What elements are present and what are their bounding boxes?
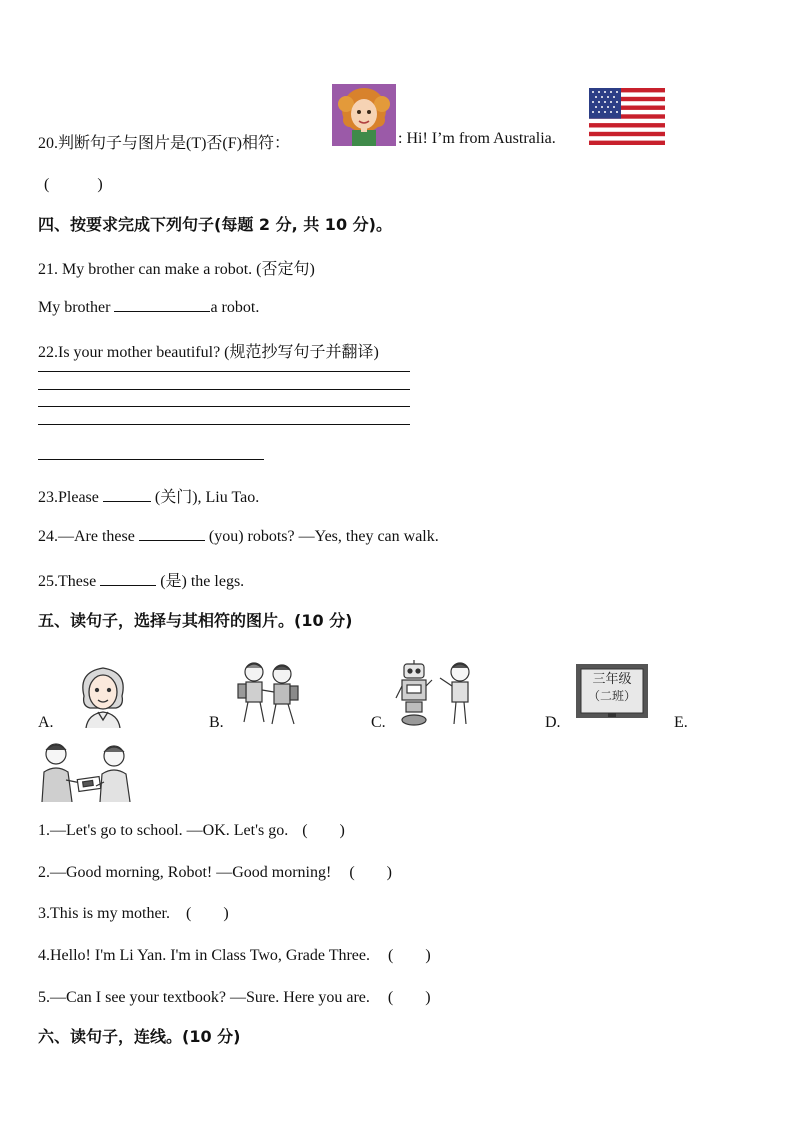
- s5-sentence-1: [38, 817, 345, 840]
- s5-sentence-3-text: 3.This is my mother.: [38, 905, 170, 922]
- s5-sentence-3-paren[interactable]: ( ): [186, 905, 229, 922]
- option-a-label: A.: [38, 714, 54, 731]
- girl-portrait-image: [332, 84, 396, 146]
- q21-answer-end: a robot.: [210, 299, 260, 316]
- s5-sentence-3: [38, 900, 229, 923]
- s5-sentence-5: [38, 984, 431, 1007]
- q24-start: 24.—Are these: [38, 528, 135, 545]
- handing-textbook-image: [38, 740, 134, 802]
- q24-line: [38, 526, 439, 546]
- option-e-label: E.: [674, 714, 688, 731]
- q20-answer-paren[interactable]: ( ): [44, 176, 103, 193]
- q22-writing-line-2[interactable]: [38, 389, 410, 390]
- q25-line: [38, 568, 244, 591]
- q24-end: (you) robots? —Yes, they can walk.: [208, 528, 439, 545]
- mother-image: [72, 662, 134, 728]
- s5-sentence-2: [38, 859, 392, 882]
- section5-heading: 五、读句子，选择与其相符的图片。(10 分): [38, 611, 353, 630]
- q24-blank[interactable]: [139, 526, 205, 541]
- us-flag-image: [589, 88, 665, 145]
- s5-sentence-4: [38, 942, 431, 965]
- q22-writing-line-3[interactable]: [38, 406, 410, 407]
- q20-line: [38, 130, 290, 153]
- q25-blank[interactable]: [100, 571, 156, 586]
- section6-heading: 六、读句子，连线。(10 分): [38, 1027, 241, 1046]
- q23-blank[interactable]: [103, 487, 151, 502]
- q21-blank[interactable]: [114, 297, 210, 312]
- q22-prompt: 22.Is your mother beautiful? (规范抄写句子并翻译): [38, 344, 379, 361]
- section4-heading: 四、按要求完成下列句子(每题 2 分, 共 10 分)。: [38, 215, 392, 234]
- s5-sentence-4-text: 4.Hello! I'm Li Yan. I'm in Class Two, Grade Three.: [38, 947, 371, 964]
- option-d-label: D.: [545, 714, 561, 731]
- q22-writing-line-1[interactable]: [38, 371, 410, 372]
- q22-writing-line-4[interactable]: [38, 424, 410, 425]
- q25-end: (是) the legs.: [160, 573, 245, 590]
- q22-translation-line[interactable]: [38, 459, 264, 460]
- q20-sentence: : Hi! I’m from Australia.: [398, 130, 556, 147]
- s5-sentence-2-paren[interactable]: ( ): [349, 864, 392, 881]
- class-sign-text: [581, 671, 643, 705]
- s5-sentence-5-text: 5.—Can I see your textbook? —Sure. Here you are.: [38, 989, 370, 1006]
- q20-prefix: 20.判断句子与图片是(T)否(F)相符：: [38, 135, 290, 152]
- option-b-label: B.: [209, 714, 224, 731]
- q23-end: (关门), Liu Tao.: [154, 489, 260, 506]
- q23-line: [38, 484, 259, 507]
- option-c-label: C.: [371, 714, 386, 731]
- q21-prompt: 21. My brother can make a robot. (否定句): [38, 261, 315, 278]
- children-walking-image: [230, 658, 306, 728]
- robot-and-boy-image: [394, 658, 478, 728]
- class-sign-grade: 三年级: [592, 672, 632, 687]
- q23-start: 23.Please: [38, 489, 99, 506]
- s5-sentence-2-text: 2.—Good morning, Robot! —Good morning!: [38, 864, 332, 881]
- s5-sentence-5-paren[interactable]: ( ): [387, 989, 431, 1006]
- q21-answer-line: [38, 297, 259, 317]
- q25-start: 25.These: [38, 573, 97, 590]
- s5-sentence-1-text: 1.—Let's go to school. —OK. Let's go.: [38, 822, 289, 839]
- class-sign-class: （二班）: [587, 689, 636, 703]
- s5-sentence-4-paren[interactable]: ( ): [388, 947, 431, 964]
- s5-sentence-1-paren[interactable]: ( ): [302, 822, 345, 839]
- q21-answer-start: My brother: [38, 299, 111, 316]
